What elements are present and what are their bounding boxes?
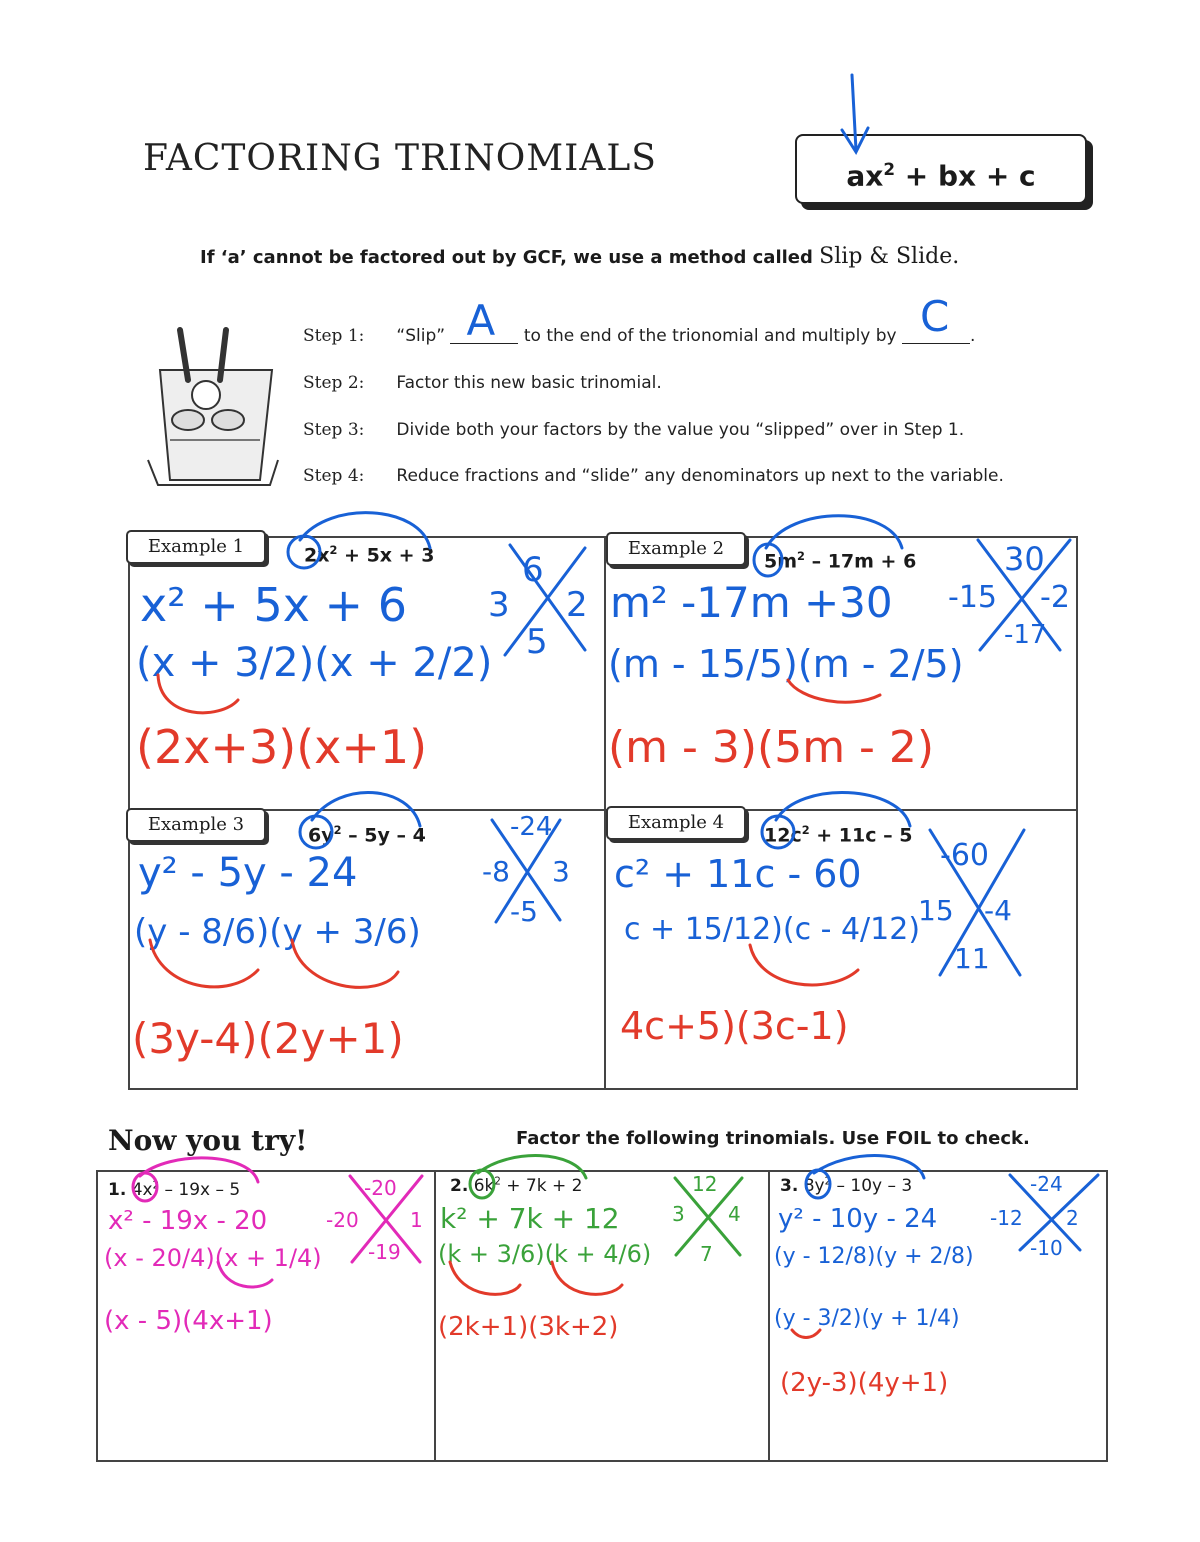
example-4-x-right: -4 [984, 894, 1012, 927]
problem-1-x-right: 1 [410, 1208, 423, 1232]
example-4-work-2: c + 15/12)(c - 4/12) [624, 912, 921, 947]
problem-2-x-bottom: 7 [700, 1242, 713, 1266]
example-1-work-2: (x + 3/2)(x + 2/2) [136, 640, 493, 686]
example-2-x-left: -15 [948, 580, 997, 615]
example-2-label: Example 2 [606, 532, 746, 566]
problem-1-work-2: (x - 20/4)(x + 1/4) [104, 1244, 322, 1272]
example-4-label: Example 4 [606, 806, 746, 840]
example-3-x-top: -24 [510, 812, 553, 842]
example-1-work-3: (2x+3)(x+1) [136, 720, 428, 774]
example-1-x-left: 3 [488, 585, 510, 625]
step-3-text: Divide both your factors by the value you “slipped” over in Step 1. [396, 420, 965, 440]
example-4-x-top: -60 [940, 838, 989, 873]
step-1-label: Step 1: [303, 326, 365, 346]
problem-1-x-top: -20 [364, 1176, 397, 1200]
page-title: FACTORING TRINOMIALS [143, 138, 657, 179]
step-1-text-after: . [970, 326, 976, 346]
problem-2-work-1: k² + 7k + 12 [440, 1202, 620, 1235]
problem-1-expression: $4x^2 - 19x - 5$ [131, 1180, 241, 1200]
example-4-work-1: c² + 11c - 60 [614, 852, 862, 896]
example-1-expression: $2x^2 + 5x + 3$ [304, 543, 435, 567]
problem-3-x-right: 2 [1066, 1206, 1079, 1230]
example-3-expression: $6y^2 - 5y - 4$ [308, 823, 426, 847]
example-4-work-3: 4c+5)(3c-1) [620, 1004, 849, 1048]
problem-2-work-3: (2k+1)(3k+2) [438, 1312, 619, 1342]
step-2-text: Factor this new basic trinomial. [396, 373, 662, 393]
problem-2-work-2: (k + 3/6)(k + 4/6) [438, 1240, 652, 1268]
problem-2-x-right: 4 [728, 1202, 741, 1226]
problem-3-expression: $8y^2 - 10y - 3$ [803, 1176, 913, 1196]
standard-form-formula: $ax^2$ + bx + c [846, 159, 1036, 193]
example-3-work-2: (y - 8/6)(y + 3/6) [134, 912, 421, 952]
intro-text: If ‘a’ cannot be factored out by GCF, we use a method called [200, 247, 813, 268]
example-1-x-top: 6 [522, 550, 544, 590]
example-3-x-bottom: -5 [510, 895, 538, 928]
example-2-x-right: -2 [1040, 580, 1070, 615]
problem-3-work-4: (2y-3)(4y+1) [780, 1368, 949, 1398]
step-3-label: Step 3: [303, 420, 365, 440]
example-2-work-3: (m - 3)(5m - 2) [608, 722, 935, 773]
step-1-answer-a: A [466, 296, 496, 345]
problem-1-x-left: -20 [326, 1208, 359, 1232]
example-4-x-bottom: 11 [954, 942, 990, 975]
problem-1-work-3: (x - 5)(4x+1) [104, 1306, 273, 1336]
example-2-work-2: (m - 15/5)(m - 2/5) [608, 642, 964, 686]
practice-instructions: Factor the following trinomials. Use FOIL to check. [516, 1128, 1030, 1149]
example-3-label: Example 3 [126, 808, 266, 842]
problem-1-number: 1. [108, 1180, 127, 1200]
example-2-x-top: 30 [1004, 540, 1045, 578]
problem-2-x-left: 3 [672, 1202, 685, 1226]
example-4-x-left: 15 [918, 894, 954, 927]
problem-3-number: 3. [780, 1176, 799, 1196]
example-3-work-1: y² - 5y - 24 [138, 850, 358, 896]
problem-3-x-left: -12 [990, 1206, 1023, 1230]
problem-1-work-1: x² - 19x - 20 [108, 1206, 268, 1236]
step-4-label: Step 4: [303, 466, 365, 486]
problem-3-work-2: (y - 12/8)(y + 2/8) [774, 1244, 974, 1269]
problem-3-work-1: y² - 10y - 24 [778, 1204, 938, 1234]
step-1-answer-c: C [920, 292, 950, 341]
example-1-x-bottom: 5 [526, 622, 548, 662]
problem-2-number: 2. [450, 1176, 469, 1196]
problem-2-x-top: 12 [692, 1172, 718, 1196]
example-1-work-1: x² + 5x + 6 [140, 578, 407, 632]
problem-3-x-bottom: -10 [1030, 1236, 1063, 1260]
problem-1-x-bottom: -19 [368, 1240, 401, 1264]
example-2-x-bottom: -17 [1004, 620, 1047, 650]
example-3-work-3: (3y-4)(2y+1) [132, 1014, 404, 1063]
method-name: Slip & Slide. [819, 244, 960, 269]
problem-2-expression: $6k^2 + 7k + 2$ [473, 1176, 583, 1196]
problem-3-x-top: -24 [1030, 1172, 1063, 1196]
example-1-x-right: 2 [566, 585, 588, 625]
example-2-work-1: m² -17m +30 [610, 578, 893, 627]
example-4-expression: $12c^2 + 11c - 5$ [764, 823, 913, 847]
example-3-x-left: -8 [482, 855, 510, 888]
example-2-expression: $5m^2 - 17m + 6$ [764, 549, 917, 573]
step-1-text-before: “Slip” [396, 326, 446, 346]
practice-heading: Now you try! [108, 1124, 308, 1157]
example-1-label: Example 1 [126, 530, 266, 564]
step-2-label: Step 2: [303, 373, 365, 393]
step-4-text: Reduce fractions and “slide” any denominators up next to the variable. [396, 466, 1004, 486]
step-1-text-middle: to the end of the trionomial and multiply by [523, 326, 897, 346]
problem-3-work-3: (y - 3/2)(y + 1/4) [774, 1306, 960, 1331]
example-3-x-right: 3 [552, 855, 570, 888]
